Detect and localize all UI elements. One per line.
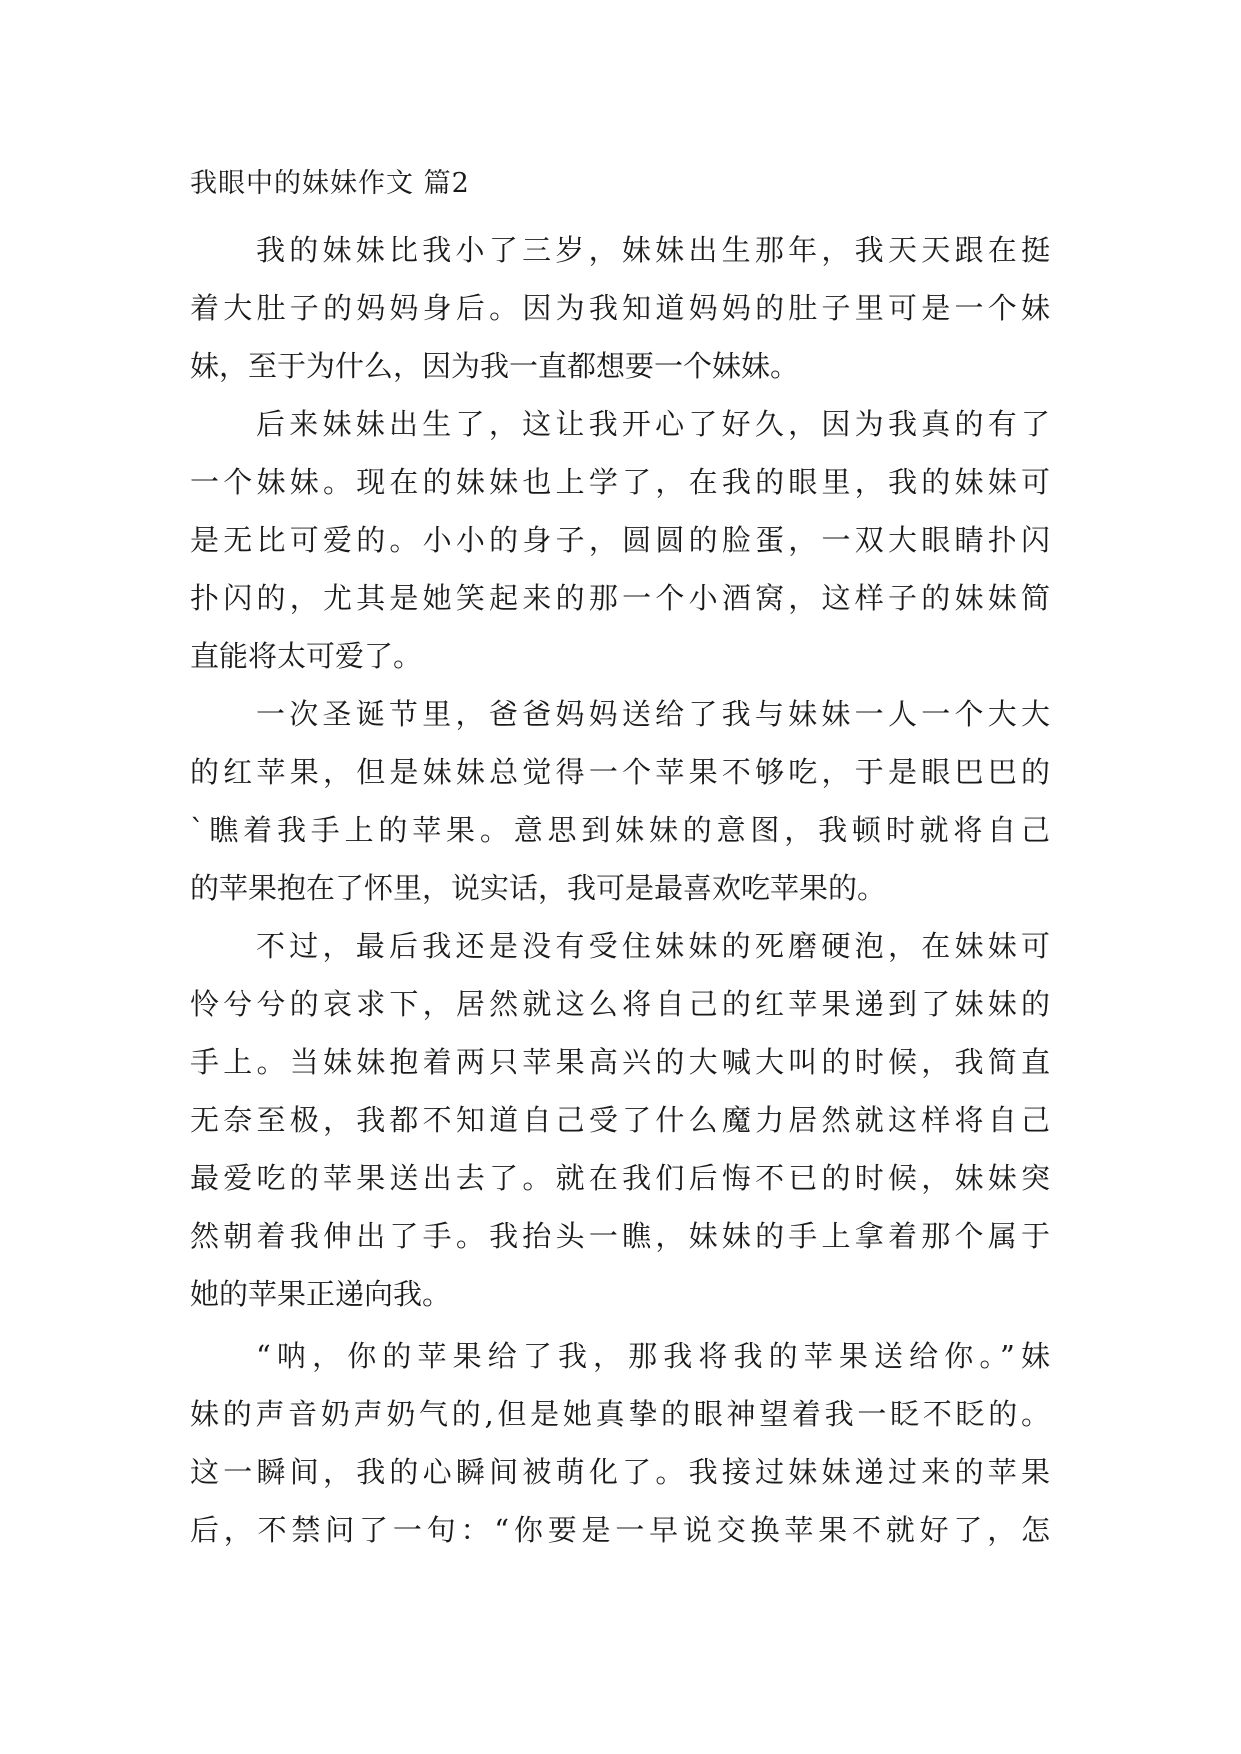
paragraph-line: 怜兮兮的哀求下，居然就这么将自己的红苹果递到了妹妹的 <box>190 987 1050 1021</box>
document-title: 我眼中的妹妹作文 篇2 <box>190 168 470 199</box>
paragraph-line: 的苹果抱在了怀里，说实话，我可是最喜欢吃苹果的。 <box>190 871 887 905</box>
paragraph-line: 后，不禁问了一句：“你要是一早说交换苹果不就好了，怎 <box>190 1513 1050 1547</box>
paragraph-line: “呐，你的苹果给了我，那我将我的苹果送给你。”妹 <box>256 1339 1050 1373</box>
paragraph-line: 妹的声音奶声奶气的,但是她真挚的眼神望着我一眨不眨的。 <box>190 1397 1050 1431</box>
paragraph-line: 直能将太可爱了。 <box>190 639 423 673</box>
paragraph-line: 妹，至于为什么，因为我一直都想要一个妹妹。 <box>190 349 800 383</box>
paragraph-line: 着大肚子的妈妈身后。因为我知道妈妈的肚子里可是一个妹 <box>190 291 1050 325</box>
paragraph-line: 一次圣诞节里，爸爸妈妈送给了我与妹妹一人一个大大 <box>256 697 1050 731</box>
paragraph-line: 最爱吃的苹果送出去了。就在我们后悔不已的时候，妹妹突 <box>190 1161 1050 1195</box>
paragraph-line: 然朝着我伸出了手。我抬头一瞧，妹妹的手上拿着那个属于 <box>190 1219 1050 1253</box>
paragraph-line: 是无比可爱的。小小的身子，圆圆的脸蛋，一双大眼睛扑闪 <box>190 523 1050 557</box>
paragraph-line: 这一瞬间，我的心瞬间被萌化了。我接过妹妹递过来的苹果 <box>190 1455 1050 1489</box>
paragraph-line: `瞧着我手上的苹果。意思到妹妹的意图，我顿时就将自己 <box>190 813 1050 847</box>
paragraph-line: 她的苹果正递向我。 <box>190 1277 452 1311</box>
paragraph-line: 后来妹妹出生了，这让我开心了好久，因为我真的有了 <box>256 407 1050 441</box>
paragraph-line: 不过，最后我还是没有受住妹妹的死磨硬泡，在妹妹可 <box>256 929 1050 963</box>
paragraph-line: 一个妹妹。现在的妹妹也上学了，在我的眼里，我的妹妹可 <box>190 465 1050 499</box>
paragraph-line: 扑闪的，尤其是她笑起来的那一个小酒窝，这样子的妹妹简 <box>190 581 1050 615</box>
paragraph-line: 的红苹果，但是妹妹总觉得一个苹果不够吃，于是眼巴巴的 <box>190 755 1050 789</box>
paragraph-line: 我的妹妹比我小了三岁，妹妹出生那年，我天天跟在挺 <box>256 233 1050 267</box>
paragraph-line: 手上。当妹妹抱着两只苹果高兴的大喊大叫的时候，我简直 <box>190 1045 1050 1079</box>
paragraph-line: 无奈至极，我都不知道自己受了什么魔力居然就这样将自己 <box>190 1103 1050 1137</box>
